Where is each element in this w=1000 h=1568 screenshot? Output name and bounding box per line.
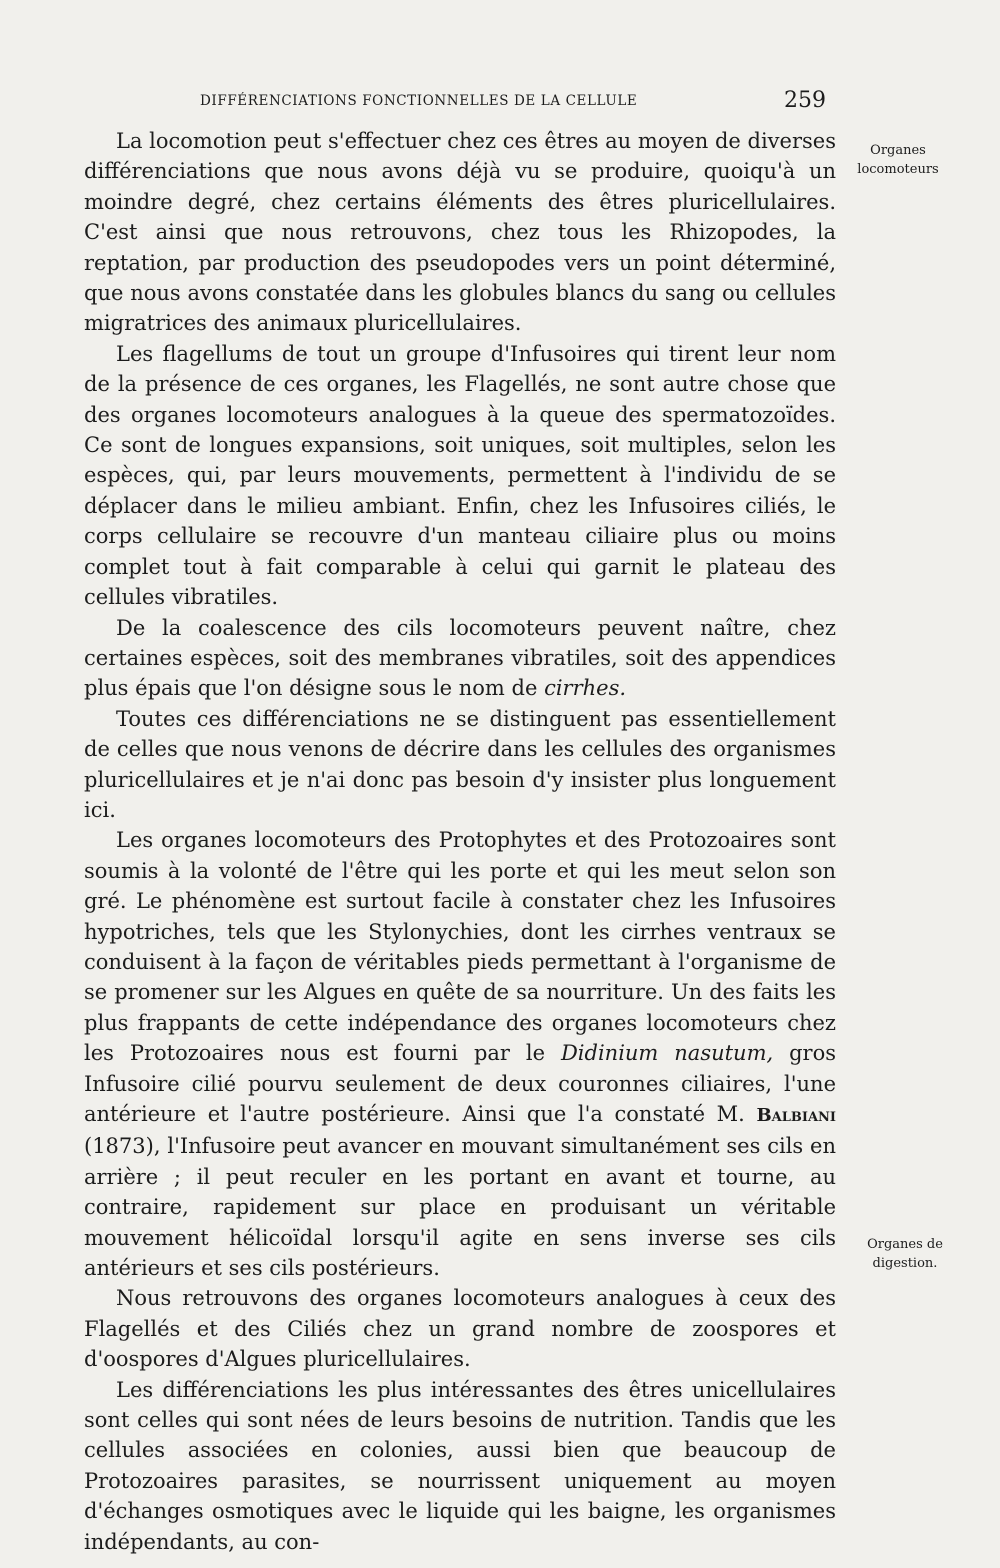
paragraph-6: Nous retrouvons des organes locomoteurs analogues à ceux des Flagellés et des Ciliés chez un grand nombre de zoospores et d'oospores d'Algues pluricellulaires. [84,1286,836,1372]
paragraph-5 [84,825,836,1283]
sidenote-locomotion: Organes locomoteurs [857,143,939,177]
paragraph-1: La locomotion peut s'effectuer chez ces êtres au moyen de diverses différenciations que nous avons déjà vu se produire, quoiqu'à un moindre degré, chez certains éléments des êtres pluricellulaires. C'est ainsi que nous retrouvons, chez tous les Rhizopodes, la reptation, par production des pseudopodes vers un point déterminé, que nous avons constatée dans les globules blancs du sang ou cellules migratrices des animaux pluricellulaires. [84,129,836,336]
paragraph-2: Les flagellums de tout un groupe d'Infusoires qui tirent leur nom de la présence de ces organes, les Flagellés, ne sont autre chose que des organes locomoteurs analogues à la queue des spermatozoïdes. Ce sont de longues expansions, soit uniques, soit multiples, selon les espèces, qui, par leurs mouvements, permettent à l'individu de se déplacer dans le milieu ambiant. Enfin, chez les Infusoires ciliés, le corps cellulaire se recouvre d'un manteau ciliaire plus ou moins complet tout à fait comparable à celui qui garnit le plateau des cellules vibratiles. [84,341,836,610]
term-cirrhes: cirrhes. [544,676,627,701]
paragraph-3-text: De la coalescence des cils locomoteurs peuvent naître, chez certaines espèces, soit des membranes vibratiles, soit des appendices plus épais que l'on désigne sous le nom de [84,615,836,701]
running-head: DIFFÉRENCIATIONS FONCTIONNELLES DE LA CELLULE [200,93,638,109]
sidenote-digestion: Organes de digestion. [867,1237,943,1271]
paragraph-5-text-c: (1873), l'Infusoire peut avancer en mouvant simultanément ses cils en arrière ; il peut reculer en les portant en avant et tourne, au contraire, rapidement sur place en produisant un véritable mouvement hélicoïdal lorsqu'il agite en sens inverse ses cils antérieurs et ses cils postérieurs. [84,1134,836,1281]
author-name: Balbiani [756,1105,836,1126]
species-name: Didinium nasutum, [560,1041,774,1066]
paragraph-5-text-b: gros Infusoire cilié pourvu seulement de deux couronnes ciliaires, l'une antérieure et l'autre postérieure. Ainsi que l'a constaté M. [84,1041,836,1126]
page-number: 259 [784,88,826,113]
paragraph-7: Les différenciations les plus intéressantes des êtres unicellulaires sont celles qui sont nées de leurs besoins de nutrition. Tandis que les cellules associées en colonies, aussi bien que beaucoup de Protozoaires parasites, se nourrissent uniquement au moyen d'échanges osmotiques avec le liquide qui les baigne, les organismes indépendants, au con- [84,1377,836,1554]
paragraph-4: Toutes ces différenciations ne se distinguent pas essentiellement de celles que nous venons de décrire dans les cellules des organismes pluricellulaires et je n'ai donc pas besoin d'y insister plus longuement ici. [84,706,836,822]
paragraph-3 [84,613,836,704]
body-text [84,126,836,1557]
paragraph-5-text-a: Les organes locomoteurs des Protophytes et des Protozoaires sont soumis à la volonté de l'être qui les porte et qui les meut selon son gré. Le phénomène est surtout facile à constater chez les Infusoires hypotriches, tels que les Stylonychies, dont les cirrhes ventraux se conduisent à la façon de véritables pieds permettant à l'organisme de se promener sur les Algues en quête de sa nourriture. Un des faits les plus frappants de cette indépendance des organes locomoteurs chez les Protozoaires nous est fourni par le [84,828,836,1066]
